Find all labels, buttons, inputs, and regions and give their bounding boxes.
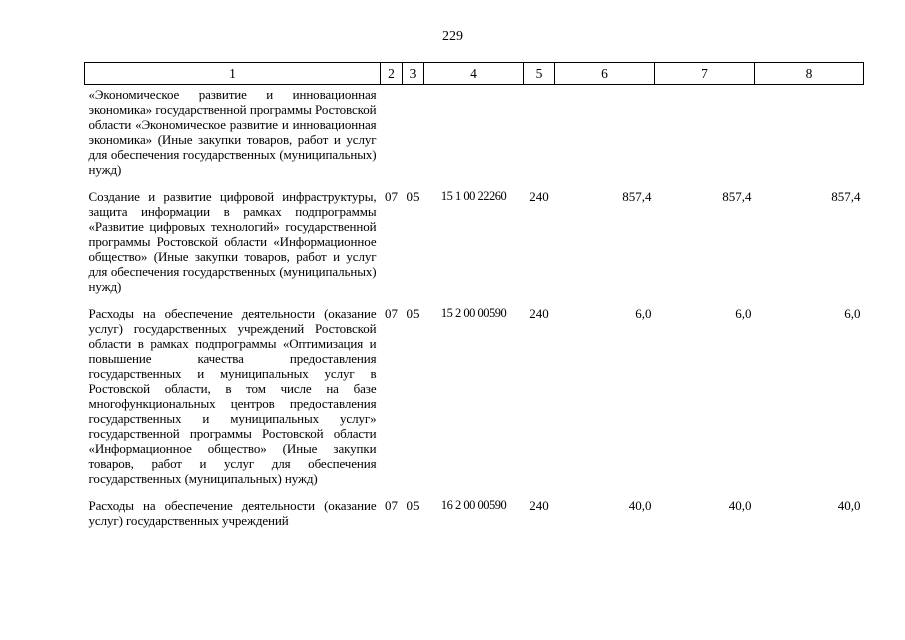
row-target-code: 15 2 00 00590	[440, 306, 507, 320]
row-value-col8: 857,4	[831, 189, 861, 204]
row-description: Создание и развитие цифровой инфраструктуры, защита информации в рамках подпрограммы «Развитие цифровых технологий» государственной программы Ростовской области «Информационное общество» (Иные закупки товаров, работ и услуг для обеспечения государственных (муниципальных) нужд)	[88, 189, 377, 294]
row-description: Расходы на обеспечение деятельности (оказание услуг) государственных учреждений Ростовской области в рамках подпрограммы «Оптимизация и повышение качества предоставления государственных и муниципальных услуг в Ростовской области, в том числе на базе многофункциональных центров предоставления государственных и муниципальных услуг» государственной программы Ростовской области «Информационное общество» (Иные закупки товаров, работ и услуг для обеспечения государственных (муниципальных) нужд)	[88, 306, 377, 486]
row-value-col7	[655, 85, 755, 188]
row-expense-type: 240	[529, 498, 549, 513]
row-section: 07	[385, 498, 398, 513]
row-subsection	[403, 85, 424, 188]
column-header-1: 1	[85, 63, 381, 85]
table-row	[85, 304, 864, 496]
table-row	[85, 187, 864, 304]
row-value-col8: 6,0	[844, 306, 861, 321]
row-value-col8: 40,0	[837, 498, 861, 513]
row-description: Расходы на обеспечение деятельности (оказание услуг) государственных учреждений	[88, 498, 377, 528]
column-header-2: 2	[381, 63, 403, 85]
row-expense-type: 240	[529, 306, 549, 321]
row-description: «Экономическое развитие и инновационная экономика» государственной программы Ростовской области «Экономическое развитие и инновационная экономика» (Иные закупки товаров, работ и услуг для обеспечения государственных (муниципальных) нужд)	[88, 87, 377, 177]
row-value-col6: 6,0	[635, 306, 652, 321]
row-expense-type	[524, 85, 555, 188]
row-value-col6: 40,0	[628, 498, 652, 513]
page-number: 229	[442, 29, 463, 44]
column-header-7: 7	[655, 63, 755, 85]
row-value-col7: 6,0	[735, 306, 752, 321]
column-header-4: 4	[424, 63, 524, 85]
row-value-col6	[555, 85, 655, 188]
row-value-col6: 857,4	[622, 189, 652, 204]
row-target-code	[424, 85, 524, 188]
header-row	[85, 63, 864, 85]
table-body	[85, 85, 864, 529]
row-section: 07	[385, 306, 398, 321]
row-subsection: 05	[406, 189, 420, 204]
budget-table	[84, 62, 864, 528]
row-target-code: 15 1 00 22260	[440, 189, 507, 203]
column-header-3: 3	[403, 63, 424, 85]
row-section	[381, 85, 403, 188]
column-header-6: 6	[555, 63, 655, 85]
row-subsection: 05	[406, 306, 420, 321]
column-header-8: 8	[755, 63, 864, 85]
table-header	[85, 63, 864, 85]
table-row	[85, 85, 864, 188]
row-section: 07	[385, 189, 398, 204]
row-subsection: 05	[406, 498, 420, 513]
table-row	[85, 496, 864, 528]
row-value-col7: 857,4	[722, 189, 752, 204]
row-target-code: 16 2 00 00590	[440, 498, 507, 512]
row-value-col7: 40,0	[728, 498, 752, 513]
row-value-col8	[755, 85, 864, 188]
column-header-5: 5	[524, 63, 555, 85]
row-expense-type: 240	[529, 189, 549, 204]
